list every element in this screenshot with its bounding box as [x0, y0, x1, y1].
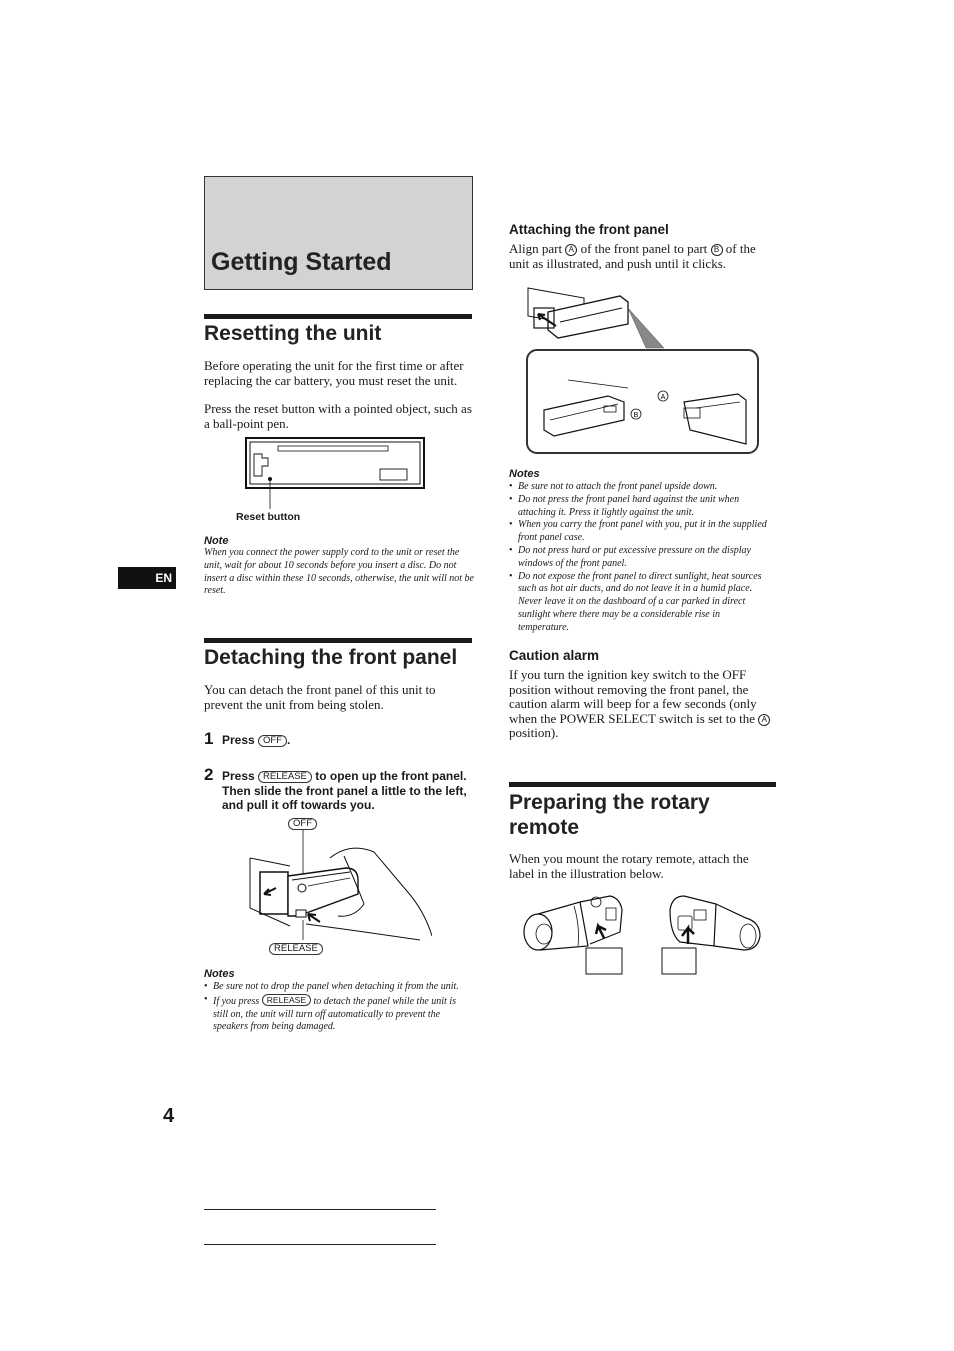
chapter-title: Getting Started — [211, 248, 392, 276]
attach-panel-illustration — [524, 284, 764, 458]
reset-section-title: Resetting the unit — [204, 322, 382, 345]
figure-off-label: OFF — [288, 818, 317, 830]
step-1-press: Press — [222, 733, 255, 747]
footer-rule — [204, 1244, 436, 1245]
step-2-number: 2 — [204, 765, 214, 784]
position-a-marker: A — [758, 714, 770, 726]
reset-paragraph-1: Before operating the unit for the first time or after replacing the car battery, you must reset the unit. — [204, 358, 464, 388]
step-2-press: Press — [222, 769, 255, 783]
language-tab: EN — [118, 567, 176, 589]
svg-text:A: A — [660, 394, 666, 401]
detach-note-2-end: to detach the panel while the unit is still on, the unit will turn off automatically to prevent the speakers from being damaged. — [213, 995, 456, 1033]
detach-panel-illustration — [246, 828, 432, 946]
detach-section-title: Detaching the front panel — [204, 646, 458, 669]
part-b-marker: B — [711, 244, 723, 256]
release-key: RELEASE — [258, 771, 312, 783]
rotary-text: When you mount the rotary remote, attach the label in the illustration below. — [509, 851, 749, 881]
step-2-instruction: to open up the front panel. Then slide the front panel a little to the left, and pull it off towards you. — [222, 769, 467, 812]
step-1-end: . — [287, 733, 291, 747]
release-key: RELEASE — [262, 994, 311, 1006]
svg-text:B: B — [633, 412, 639, 419]
reset-note-title: Note — [204, 535, 229, 547]
off-key: OFF — [258, 735, 287, 747]
step-1-number: 1 — [204, 729, 214, 748]
rotary-section-title — [509, 790, 710, 840]
attach-text-start: Align part — [509, 241, 563, 256]
page-number: 4 — [163, 1105, 175, 1127]
attach-note: • When you carry the front panel with you, put it in the supplied front panel case. — [509, 519, 773, 545]
attach-text — [509, 242, 774, 271]
attach-notes-list — [509, 481, 773, 635]
rotary-remote-illustration — [520, 886, 766, 978]
caution-section-title: Caution alarm — [509, 648, 600, 663]
attach-note: • Do not expose the front panel to direct sunlight, heat sources such as hot air ducts, and do not leave it in a humid place. Never leave it on the dashboard of a car parked in direct sunlight where there may be a considerable rise in temperature. — [509, 571, 773, 635]
caution-text — [509, 668, 775, 741]
attach-section-title: Attaching the front panel — [509, 222, 669, 237]
caution-text-start: If you turn the ignition key switch to the OFF position without removing the front panel, the caution alarm will beep for a few seconds (only when the POWER SELECT switch is set to the — [509, 667, 757, 726]
part-a-marker: A — [565, 244, 577, 256]
figure-release-label: RELEASE — [269, 943, 323, 955]
detach-note: • Be sure not to drop the panel when detaching it from the unit. — [204, 981, 472, 994]
section-rule — [204, 638, 472, 643]
caution-text-end: position). — [509, 725, 559, 740]
detach-notes-title: Notes — [204, 968, 235, 980]
attach-notes-title: Notes — [509, 468, 540, 480]
reset-button-label: Reset button — [236, 511, 301, 523]
rotary-title-line-1: Preparing the rotary — [509, 791, 710, 814]
attach-note: • Be sure not to attach the front panel upside down. — [509, 481, 773, 494]
footer-rule — [204, 1209, 436, 1210]
reset-paragraph-2: Press the reset button with a pointed object, such as a ball-point pen. — [204, 401, 472, 431]
detach-note-2-start: If you press — [213, 995, 260, 1007]
attach-note: • Do not press the front panel hard against the unit when attaching it. Press it lightly against the unit. — [509, 494, 773, 520]
attach-note: • Do not press hard or put excessive pressure on the display windows of the front panel. — [509, 545, 773, 571]
attach-text-end: of the unit as illustrated, and push until it clicks. — [509, 241, 756, 271]
step-1-text — [222, 733, 290, 748]
section-rule — [204, 314, 472, 319]
attach-text-middle: of the front panel to part — [580, 241, 708, 256]
reset-unit-illustration — [236, 436, 428, 512]
detach-note — [204, 994, 472, 1034]
detach-intro: You can detach the front panel of this unit to prevent the unit from being stolen. — [204, 682, 436, 712]
section-rule — [509, 782, 776, 787]
step-2-text — [222, 769, 472, 813]
rotary-title-line-2: remote — [509, 816, 580, 839]
detach-notes-list — [204, 981, 472, 1034]
reset-note-text: When you connect the power supply cord to the unit or reset the unit, wait for about 10 seconds before you insert a disc. Do not insert a disc within these 10 seconds, otherwise, the unit will not be reset. — [204, 547, 474, 597]
